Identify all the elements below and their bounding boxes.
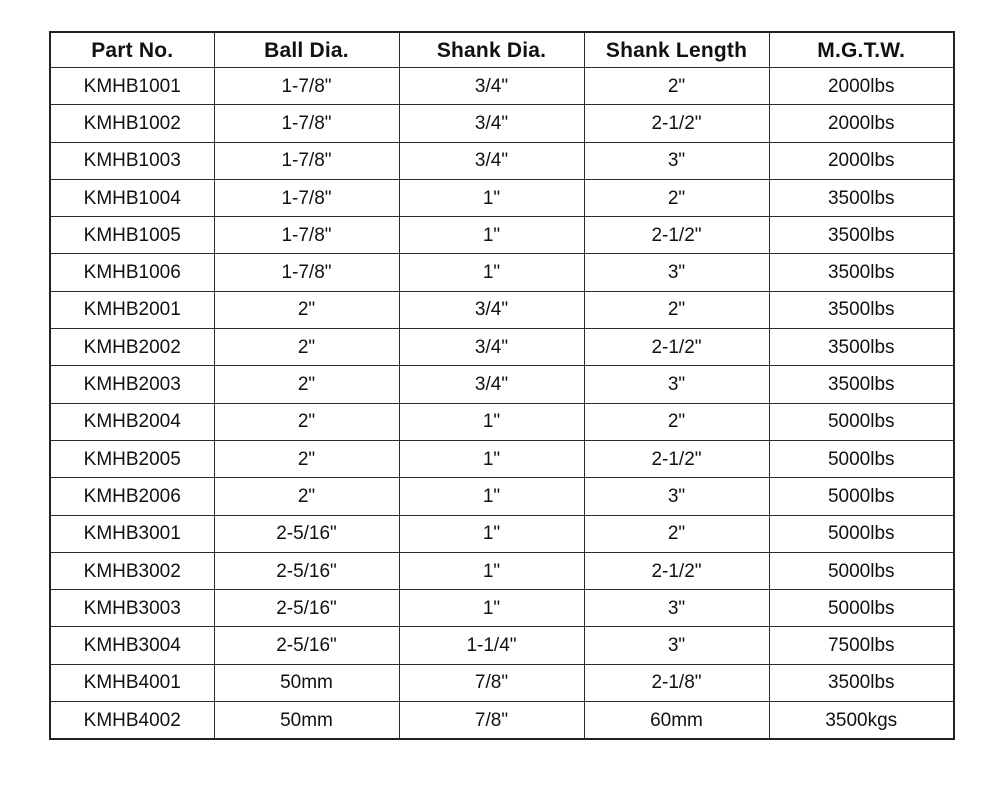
- cell-mgtw: 2000lbs: [769, 142, 954, 179]
- cell-shank-dia: 1": [399, 403, 584, 440]
- cell-mgtw: 3500lbs: [769, 217, 954, 254]
- cell-mgtw: 3500lbs: [769, 329, 954, 366]
- cell-part-no: KMHB1002: [50, 105, 214, 142]
- cell-mgtw: 3500kgs: [769, 702, 954, 740]
- cell-part-no: KMHB1005: [50, 217, 214, 254]
- cell-shank-dia: 3/4": [399, 329, 584, 366]
- cell-shank-length: 2-1/2": [584, 105, 769, 142]
- cell-mgtw: 5000lbs: [769, 552, 954, 589]
- cell-shank-dia: 1": [399, 478, 584, 515]
- cell-shank-length: 2-1/8": [584, 664, 769, 701]
- cell-ball-dia: 1-7/8": [214, 254, 399, 291]
- cell-shank-length: 2-1/2": [584, 329, 769, 366]
- table-row: [50, 664, 954, 701]
- cell-shank-dia: 3/4": [399, 68, 584, 105]
- cell-shank-dia: 1": [399, 254, 584, 291]
- cell-part-no: KMHB2001: [50, 291, 214, 328]
- cell-shank-length: 3": [584, 590, 769, 627]
- cell-part-no: KMHB3001: [50, 515, 214, 552]
- cell-ball-dia: 2": [214, 478, 399, 515]
- cell-shank-length: 2": [584, 179, 769, 216]
- table-row: [50, 478, 954, 515]
- cell-ball-dia: 2": [214, 440, 399, 477]
- cell-shank-length: 2-1/2": [584, 552, 769, 589]
- cell-shank-dia: 1": [399, 552, 584, 589]
- table-row: [50, 68, 954, 105]
- cell-shank-dia: 3/4": [399, 105, 584, 142]
- cell-part-no: KMHB3004: [50, 627, 214, 664]
- table-row: [50, 142, 954, 179]
- cell-shank-length: 2": [584, 515, 769, 552]
- cell-shank-length: 3": [584, 478, 769, 515]
- cell-part-no: KMHB2006: [50, 478, 214, 515]
- cell-shank-dia: 7/8": [399, 664, 584, 701]
- cell-shank-length: 2": [584, 291, 769, 328]
- cell-shank-length: 2": [584, 68, 769, 105]
- cell-part-no: KMHB4002: [50, 702, 214, 740]
- table-row: [50, 440, 954, 477]
- cell-ball-dia: 2": [214, 366, 399, 403]
- cell-part-no: KMHB2005: [50, 440, 214, 477]
- cell-shank-dia: 7/8": [399, 702, 584, 740]
- table-row: [50, 590, 954, 627]
- header-ball-dia: Ball Dia.: [214, 32, 399, 68]
- cell-mgtw: 3500lbs: [769, 366, 954, 403]
- table-row: [50, 179, 954, 216]
- cell-ball-dia: 2-5/16": [214, 627, 399, 664]
- cell-shank-length: 3": [584, 142, 769, 179]
- table-row: [50, 627, 954, 664]
- cell-shank-length: 2-1/2": [584, 440, 769, 477]
- cell-ball-dia: 2": [214, 329, 399, 366]
- cell-shank-dia: 1": [399, 179, 584, 216]
- cell-mgtw: 5000lbs: [769, 515, 954, 552]
- cell-shank-length: 60mm: [584, 702, 769, 740]
- cell-mgtw: 3500lbs: [769, 179, 954, 216]
- cell-shank-dia: 1": [399, 440, 584, 477]
- table-header-row: [50, 32, 954, 68]
- cell-part-no: KMHB4001: [50, 664, 214, 701]
- cell-mgtw: 3500lbs: [769, 254, 954, 291]
- cell-ball-dia: 1-7/8": [214, 68, 399, 105]
- cell-part-no: KMHB3002: [50, 552, 214, 589]
- cell-ball-dia: 50mm: [214, 702, 399, 740]
- cell-shank-dia: 1": [399, 515, 584, 552]
- cell-part-no: KMHB1006: [50, 254, 214, 291]
- table-row: [50, 403, 954, 440]
- cell-shank-dia: 1": [399, 217, 584, 254]
- cell-part-no: KMHB1001: [50, 68, 214, 105]
- cell-part-no: KMHB2002: [50, 329, 214, 366]
- hitch-ball-spec-table: [49, 31, 955, 740]
- cell-shank-length: 2-1/2": [584, 217, 769, 254]
- header-shank-length: Shank Length: [584, 32, 769, 68]
- header-shank-dia: Shank Dia.: [399, 32, 584, 68]
- cell-mgtw: 5000lbs: [769, 478, 954, 515]
- cell-part-no: KMHB2003: [50, 366, 214, 403]
- cell-shank-dia: 1-1/4": [399, 627, 584, 664]
- cell-shank-length: 3": [584, 627, 769, 664]
- cell-ball-dia: 2": [214, 403, 399, 440]
- header-mgtw: M.G.T.W.: [769, 32, 954, 68]
- table-row: [50, 329, 954, 366]
- cell-shank-dia: 1": [399, 590, 584, 627]
- cell-ball-dia: 50mm: [214, 664, 399, 701]
- cell-shank-dia: 3/4": [399, 142, 584, 179]
- cell-mgtw: 5000lbs: [769, 403, 954, 440]
- cell-ball-dia: 1-7/8": [214, 179, 399, 216]
- table-row: [50, 254, 954, 291]
- cell-mgtw: 3500lbs: [769, 664, 954, 701]
- table-row: [50, 366, 954, 403]
- cell-mgtw: 2000lbs: [769, 68, 954, 105]
- table-row: [50, 217, 954, 254]
- table-row: [50, 552, 954, 589]
- cell-part-no: KMHB3003: [50, 590, 214, 627]
- cell-ball-dia: 2": [214, 291, 399, 328]
- cell-mgtw: 5000lbs: [769, 590, 954, 627]
- cell-mgtw: 2000lbs: [769, 105, 954, 142]
- cell-ball-dia: 2-5/16": [214, 515, 399, 552]
- header-part-no: Part No.: [50, 32, 214, 68]
- cell-shank-dia: 3/4": [399, 366, 584, 403]
- cell-shank-length: 3": [584, 254, 769, 291]
- cell-shank-length: 3": [584, 366, 769, 403]
- cell-shank-dia: 3/4": [399, 291, 584, 328]
- table-row: [50, 702, 954, 740]
- cell-part-no: KMHB1003: [50, 142, 214, 179]
- table-row: [50, 105, 954, 142]
- cell-mgtw: 5000lbs: [769, 440, 954, 477]
- cell-part-no: KMHB1004: [50, 179, 214, 216]
- cell-mgtw: 3500lbs: [769, 291, 954, 328]
- cell-shank-length: 2": [584, 403, 769, 440]
- cell-ball-dia: 2-5/16": [214, 552, 399, 589]
- cell-ball-dia: 2-5/16": [214, 590, 399, 627]
- table-body: [50, 68, 954, 740]
- cell-ball-dia: 1-7/8": [214, 142, 399, 179]
- cell-part-no: KMHB2004: [50, 403, 214, 440]
- cell-ball-dia: 1-7/8": [214, 217, 399, 254]
- table-row: [50, 515, 954, 552]
- cell-ball-dia: 1-7/8": [214, 105, 399, 142]
- table-row: [50, 291, 954, 328]
- cell-mgtw: 7500lbs: [769, 627, 954, 664]
